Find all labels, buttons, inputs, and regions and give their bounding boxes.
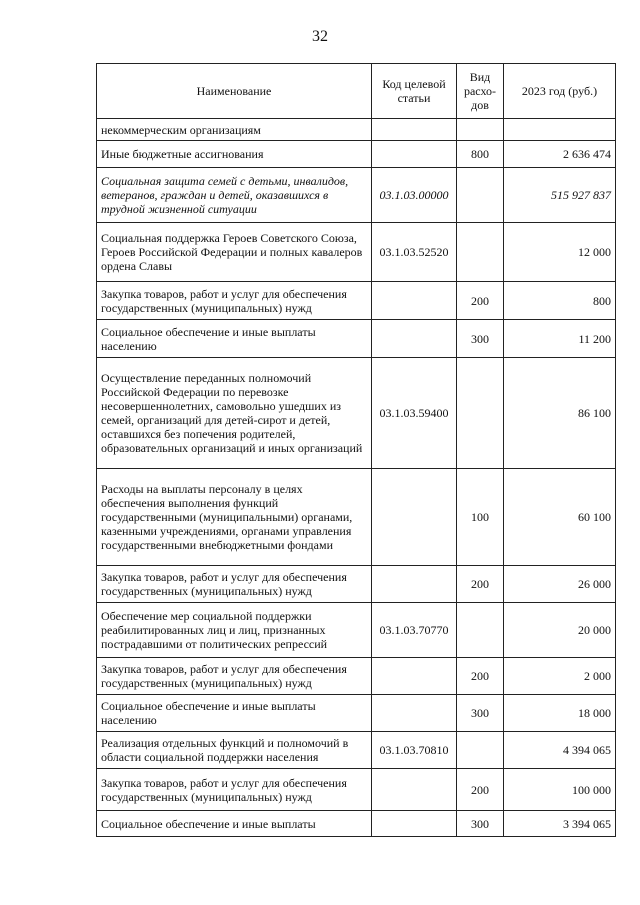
table-row (97, 603, 616, 658)
row-name-cell: Иные бюджетные ассигнования (97, 141, 372, 168)
row-amount-cell: 86 100 (504, 358, 616, 469)
table-row (97, 320, 616, 358)
table-row (97, 566, 616, 603)
header-code: Код целевой статьи (372, 64, 457, 119)
row-type-cell: 200 (457, 769, 504, 811)
table-row (97, 695, 616, 732)
row-type-cell: 200 (457, 282, 504, 320)
row-code-cell (372, 119, 457, 141)
table-row (97, 732, 616, 769)
row-type-cell: 200 (457, 658, 504, 695)
row-amount-cell: 18 000 (504, 695, 616, 732)
budget-table (96, 63, 616, 837)
row-type-cell: 300 (457, 695, 504, 732)
row-type-cell: 300 (457, 320, 504, 358)
header-amount: 2023 год (руб.) (504, 64, 616, 119)
table-header (97, 64, 616, 119)
row-name-cell: Осуществление переданных полномочий Российской Федерации по перевозке несовершеннолетних, самовольно ушедших из семей, организаций для детей-сирот и детей, оставшихся без попечения родителей, образовательных организаций и иных организаций (97, 358, 372, 469)
table-row (97, 811, 616, 837)
row-code-cell: 03.1.03.59400 (372, 358, 457, 469)
row-name-cell: Социальная защита семей с детьми, инвалидов, ветеранов, граждан и детей, оказавшихся в трудной жизненной ситуации (97, 168, 372, 223)
header-name: Наименование (97, 64, 372, 119)
header-type: Вид расхо-дов (457, 64, 504, 119)
row-name-cell: Социальное обеспечение и иные выплаты (97, 811, 372, 837)
row-name-cell: Социальное обеспечение и иные выплаты населению (97, 695, 372, 732)
row-code-cell: 03.1.03.00000 (372, 168, 457, 223)
row-amount-cell: 3 394 065 (504, 811, 616, 837)
row-amount-cell: 60 100 (504, 469, 616, 566)
row-name-cell: Обеспечение мер социальной поддержки реабилитированных лиц и лиц, признанных пострадавшими от политических репрессий (97, 603, 372, 658)
row-amount-cell: 26 000 (504, 566, 616, 603)
row-amount-cell: 515 927 837 (504, 168, 616, 223)
row-code-cell: 03.1.03.70810 (372, 732, 457, 769)
row-type-cell (457, 603, 504, 658)
row-name-cell: Закупка товаров, работ и услуг для обеспечения государственных (муниципальных) нужд (97, 658, 372, 695)
row-code-cell (372, 695, 457, 732)
row-name-cell: некоммерческим организациям (97, 119, 372, 141)
row-type-cell (457, 358, 504, 469)
row-code-cell (372, 658, 457, 695)
row-code-cell (372, 769, 457, 811)
row-name-cell: Реализация отдельных функций и полномочий в области социальной поддержки населения (97, 732, 372, 769)
table-body (97, 119, 616, 837)
table-row (97, 769, 616, 811)
row-amount-cell: 11 200 (504, 320, 616, 358)
row-code-cell (372, 282, 457, 320)
row-type-cell (457, 732, 504, 769)
row-type-cell (457, 223, 504, 282)
row-amount-cell: 12 000 (504, 223, 616, 282)
row-code-cell: 03.1.03.52520 (372, 223, 457, 282)
table-row (97, 168, 616, 223)
row-amount-cell (504, 119, 616, 141)
row-code-cell (372, 141, 457, 168)
row-code-cell: 03.1.03.70770 (372, 603, 457, 658)
page-number: 32 (312, 28, 328, 45)
row-name-cell: Расходы на выплаты персоналу в целях обеспечения выполнения функций государственными (муниципальными) органами, казенными учреждениями, органами управления государственными внебюджетными фондами (97, 469, 372, 566)
row-amount-cell: 4 394 065 (504, 732, 616, 769)
table-row (97, 223, 616, 282)
table-row (97, 141, 616, 168)
row-amount-cell: 100 000 (504, 769, 616, 811)
row-name-cell: Социальное обеспечение и иные выплаты населению (97, 320, 372, 358)
header-row (97, 64, 616, 119)
row-type-cell: 200 (457, 566, 504, 603)
row-type-cell: 800 (457, 141, 504, 168)
row-amount-cell: 2 000 (504, 658, 616, 695)
row-name-cell: Социальная поддержка Героев Советского Союза, Героев Российской Федерации и полных кавалеров ордена Славы (97, 223, 372, 282)
table-row (97, 282, 616, 320)
row-amount-cell: 800 (504, 282, 616, 320)
row-name-cell: Закупка товаров, работ и услуг для обеспечения государственных (муниципальных) нужд (97, 566, 372, 603)
table-row (97, 119, 616, 141)
row-type-cell: 100 (457, 469, 504, 566)
row-code-cell (372, 811, 457, 837)
row-code-cell (372, 320, 457, 358)
row-code-cell (372, 469, 457, 566)
row-amount-cell: 2 636 474 (504, 141, 616, 168)
row-type-cell (457, 168, 504, 223)
row-type-cell (457, 119, 504, 141)
row-type-cell: 300 (457, 811, 504, 837)
table-row (97, 469, 616, 566)
row-name-cell: Закупка товаров, работ и услуг для обеспечения государственных (муниципальных) нужд (97, 282, 372, 320)
table-row (97, 658, 616, 695)
row-name-cell: Закупка товаров, работ и услуг для обеспечения государственных (муниципальных) нужд (97, 769, 372, 811)
row-code-cell (372, 566, 457, 603)
row-amount-cell: 20 000 (504, 603, 616, 658)
table-row (97, 358, 616, 469)
